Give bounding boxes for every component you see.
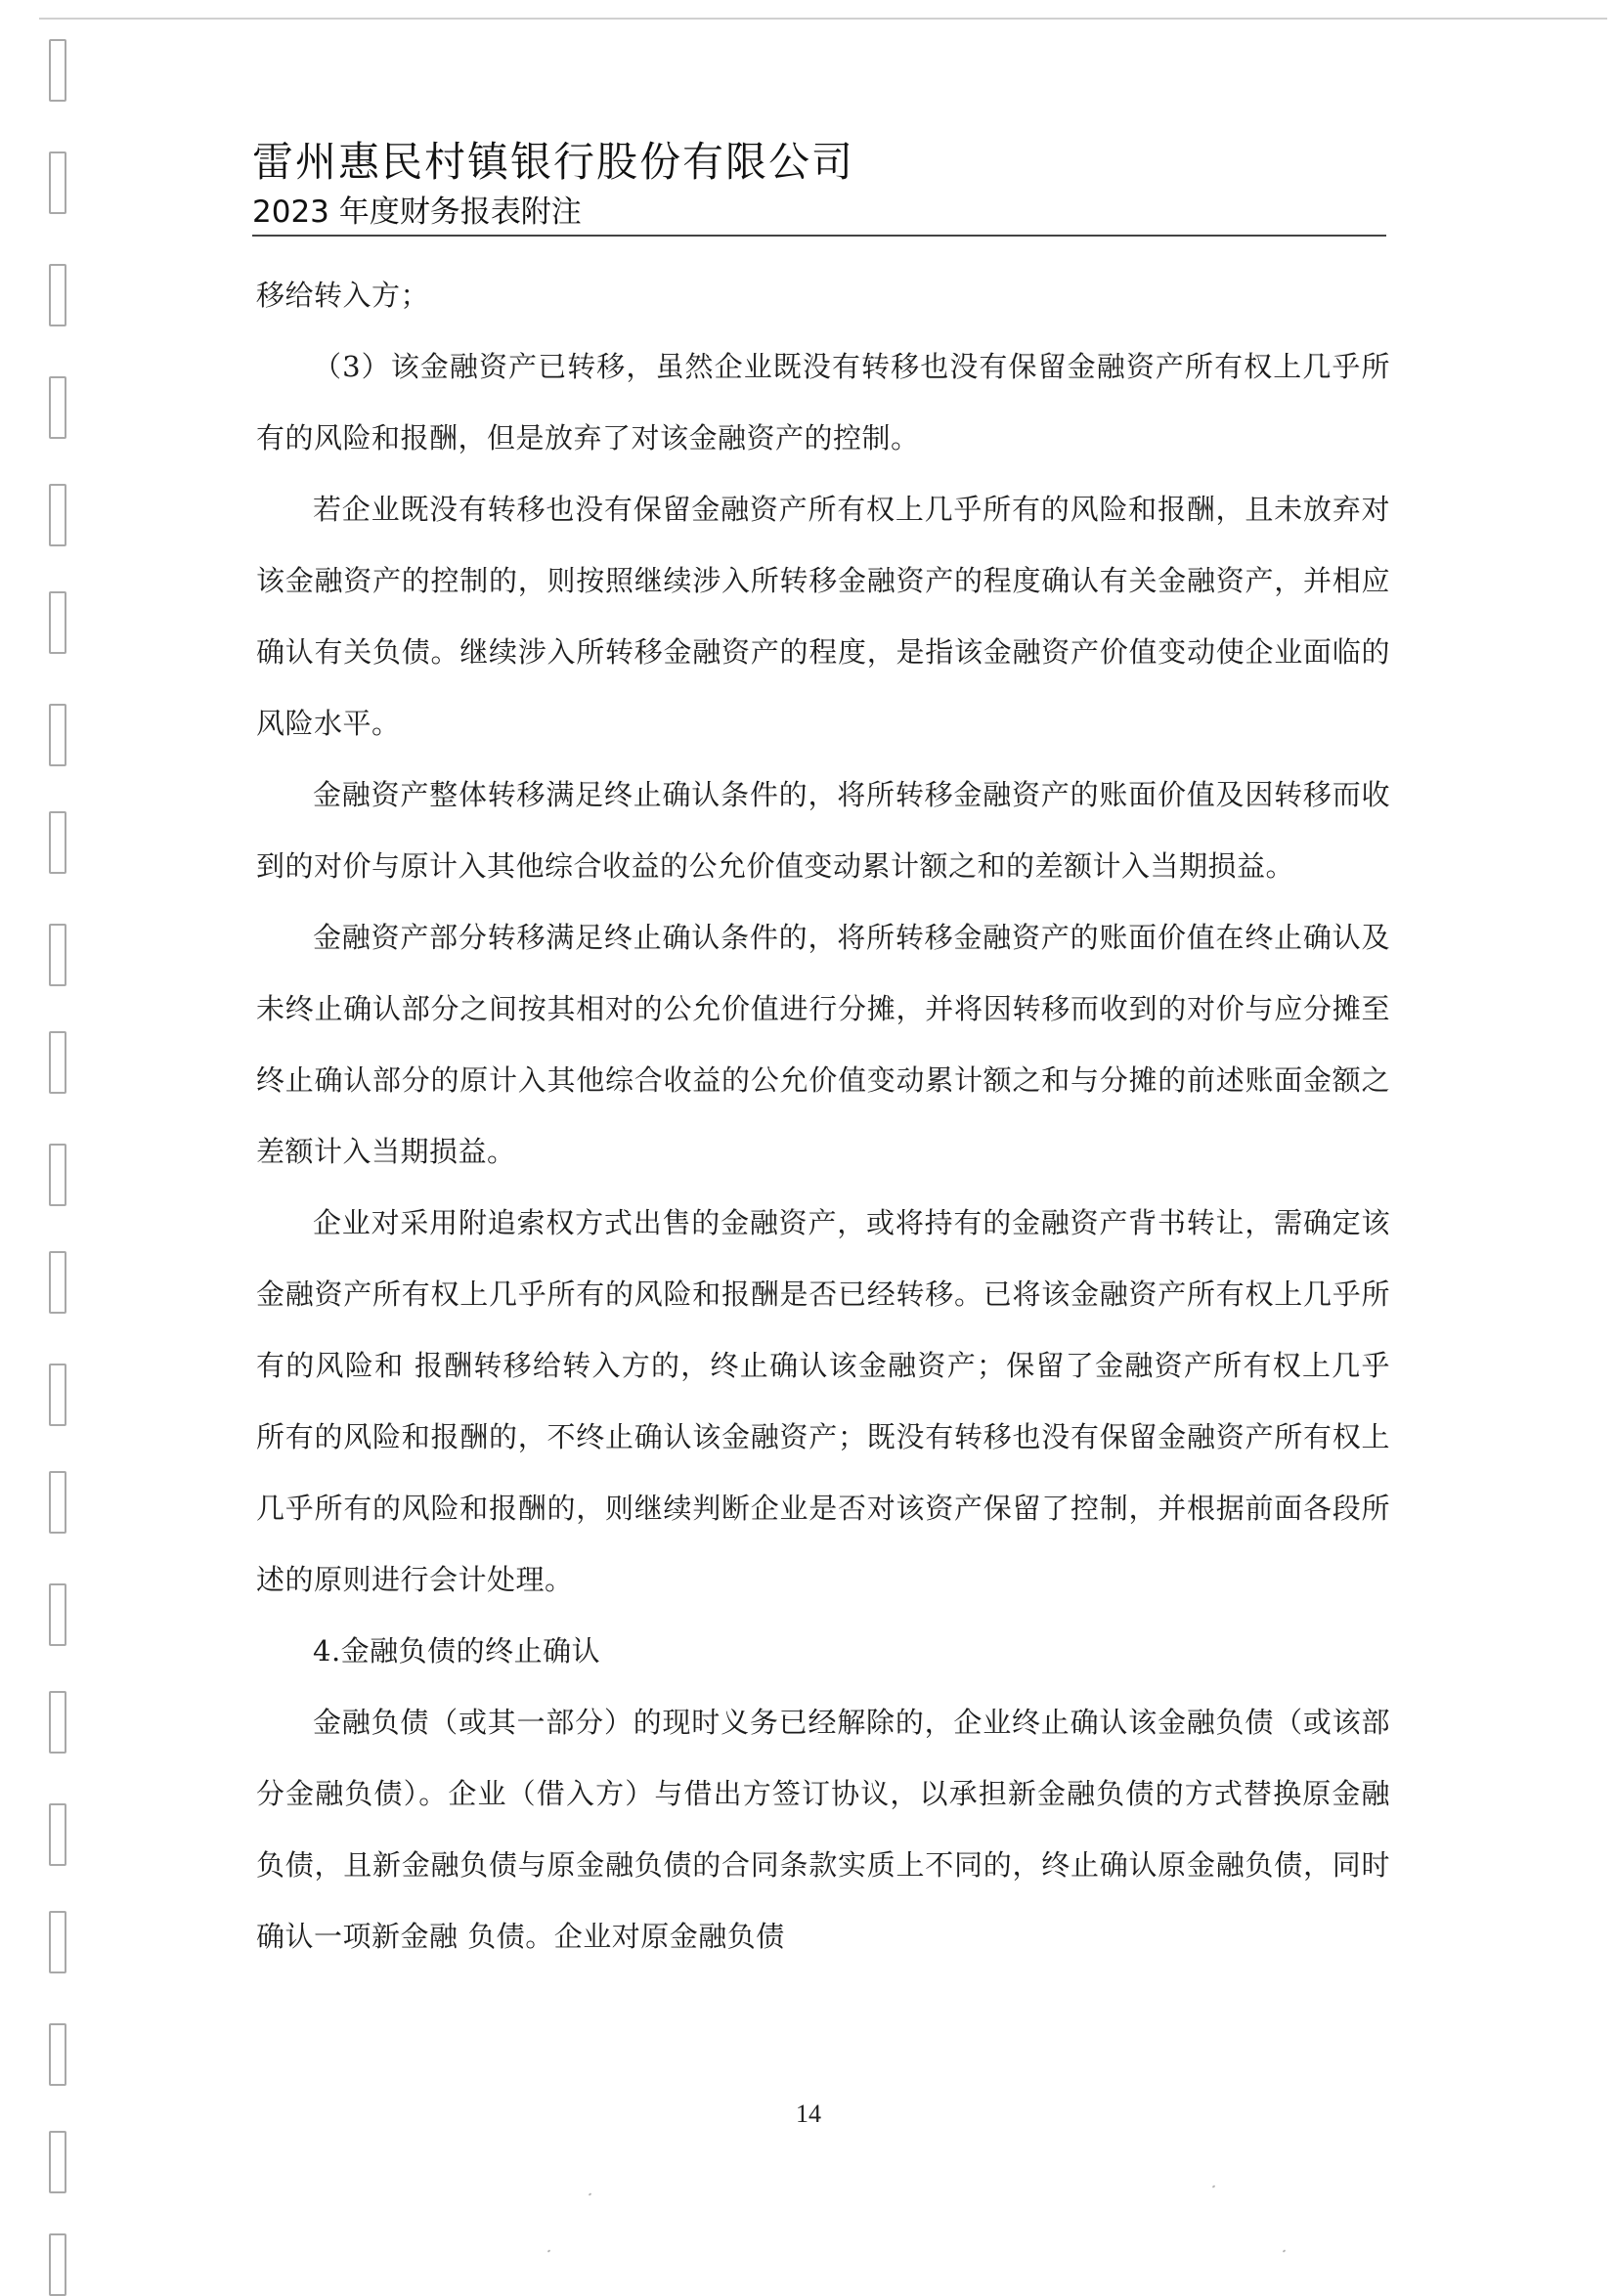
- header-divider: [252, 235, 1386, 237]
- binding-hole: [49, 1471, 66, 1534]
- page-header: [252, 135, 1386, 233]
- binding-hole: [49, 152, 66, 214]
- binding-hole: [49, 484, 66, 546]
- binding-hole: [49, 924, 66, 986]
- binding-holes: [49, 39, 78, 2277]
- binding-hole: [49, 1583, 66, 1646]
- document-body: [256, 260, 1390, 1972]
- top-scan-edge: [39, 18, 1607, 20]
- paragraph: 若企业既没有转移也没有保留金融资产所有权上几乎所有的风险和报酬，且未放弃对该金融资产的控制的，则按照继续涉入所转移金融资产的程度确认有关金融资产，并相应确认有关负债。继续涉入所转移金融资产的程度，是指该金融资产价值变动使企业面临的风险水平。: [256, 493, 1390, 740]
- binding-hole: [49, 811, 66, 874]
- binding-hole: [49, 1691, 66, 1754]
- paragraph: 企业对采用附追索权方式出售的金融资产，或将持有的金融资产背书转让，需确定该金融资产所有权上几乎所有的风险和报酬是否已经转移。已将该金融资产所有权上几乎所有的风险和 报酬转移给转入方的，终止确认该金融资产；保留了金融资产所有权上几乎所有的风险和报酬的，不终止确认该金融资产；既没有转移也没有保留金融资产所有权上几乎所有的风险和报酬的，则继续判断企业是否对该资产保留了控制，并根据前面各段所述的原则进行会计处理。: [256, 1206, 1390, 1596]
- scan-speck: [1283, 2249, 1287, 2252]
- binding-hole: [49, 2023, 66, 2086]
- binding-hole: [49, 1251, 66, 1314]
- binding-hole: [49, 704, 66, 766]
- scan-speck: [1212, 2185, 1216, 2188]
- binding-hole: [49, 1364, 66, 1426]
- binding-hole: [49, 376, 66, 439]
- report-title: 2023 年度财务报表附注: [252, 195, 582, 230]
- company-name: 雷州惠民村镇银行股份有限公司: [252, 138, 855, 186]
- binding-hole: [49, 1803, 66, 1866]
- page-number: 14: [796, 2100, 821, 2128]
- section-heading: 4.金融负债的终止确认: [313, 1634, 601, 1668]
- paragraph: 移给转入方；: [256, 279, 430, 312]
- binding-hole: [49, 264, 66, 326]
- binding-hole: [49, 591, 66, 654]
- binding-hole: [49, 39, 66, 102]
- paragraph: （3）该金融资产已转移，虽然企业既没有转移也没有保留金融资产所有权上几乎所有的风险和报酬，但是放弃了对该金融资产的控制。: [256, 350, 1390, 455]
- binding-hole: [49, 2233, 66, 2296]
- binding-hole: [49, 1144, 66, 1206]
- scan-speck: [547, 2249, 551, 2252]
- binding-hole: [49, 2131, 66, 2193]
- paragraph: 金融负债（或其一部分）的现时义务已经解除的，企业终止确认该金融负债（或该部分金融负债）。企业（借入方）与借出方签订协议，以承担新金融负债的方式替换原金融负债，且新金融负债与原金融负债的合同条款实质上不同的，终止确认原金融负债，同时确认一项新金融 负债。企业对原金融负债: [256, 1706, 1390, 1953]
- binding-hole: [49, 1031, 66, 1094]
- paragraph: 金融资产部分转移满足终止确认条件的，将所转移金融资产的账面价值在终止确认及未终止确认部分之间按其相对的公允价值进行分摊，并将因转移而收到的对价与应分摊至终止确认部分的原计入其他综合收益的公允价值变动累计额之和与分摊的前述账面金额之差额计入当期损益。: [256, 921, 1390, 1168]
- scan-speck: [589, 2192, 592, 2195]
- binding-hole: [49, 1911, 66, 1973]
- paragraph: 金融资产整体转移满足终止确认条件的，将所转移金融资产的账面价值及因转移而收到的对价与原计入其他综合收益的公允价值变动累计额之和的差额计入当期损益。: [256, 778, 1390, 883]
